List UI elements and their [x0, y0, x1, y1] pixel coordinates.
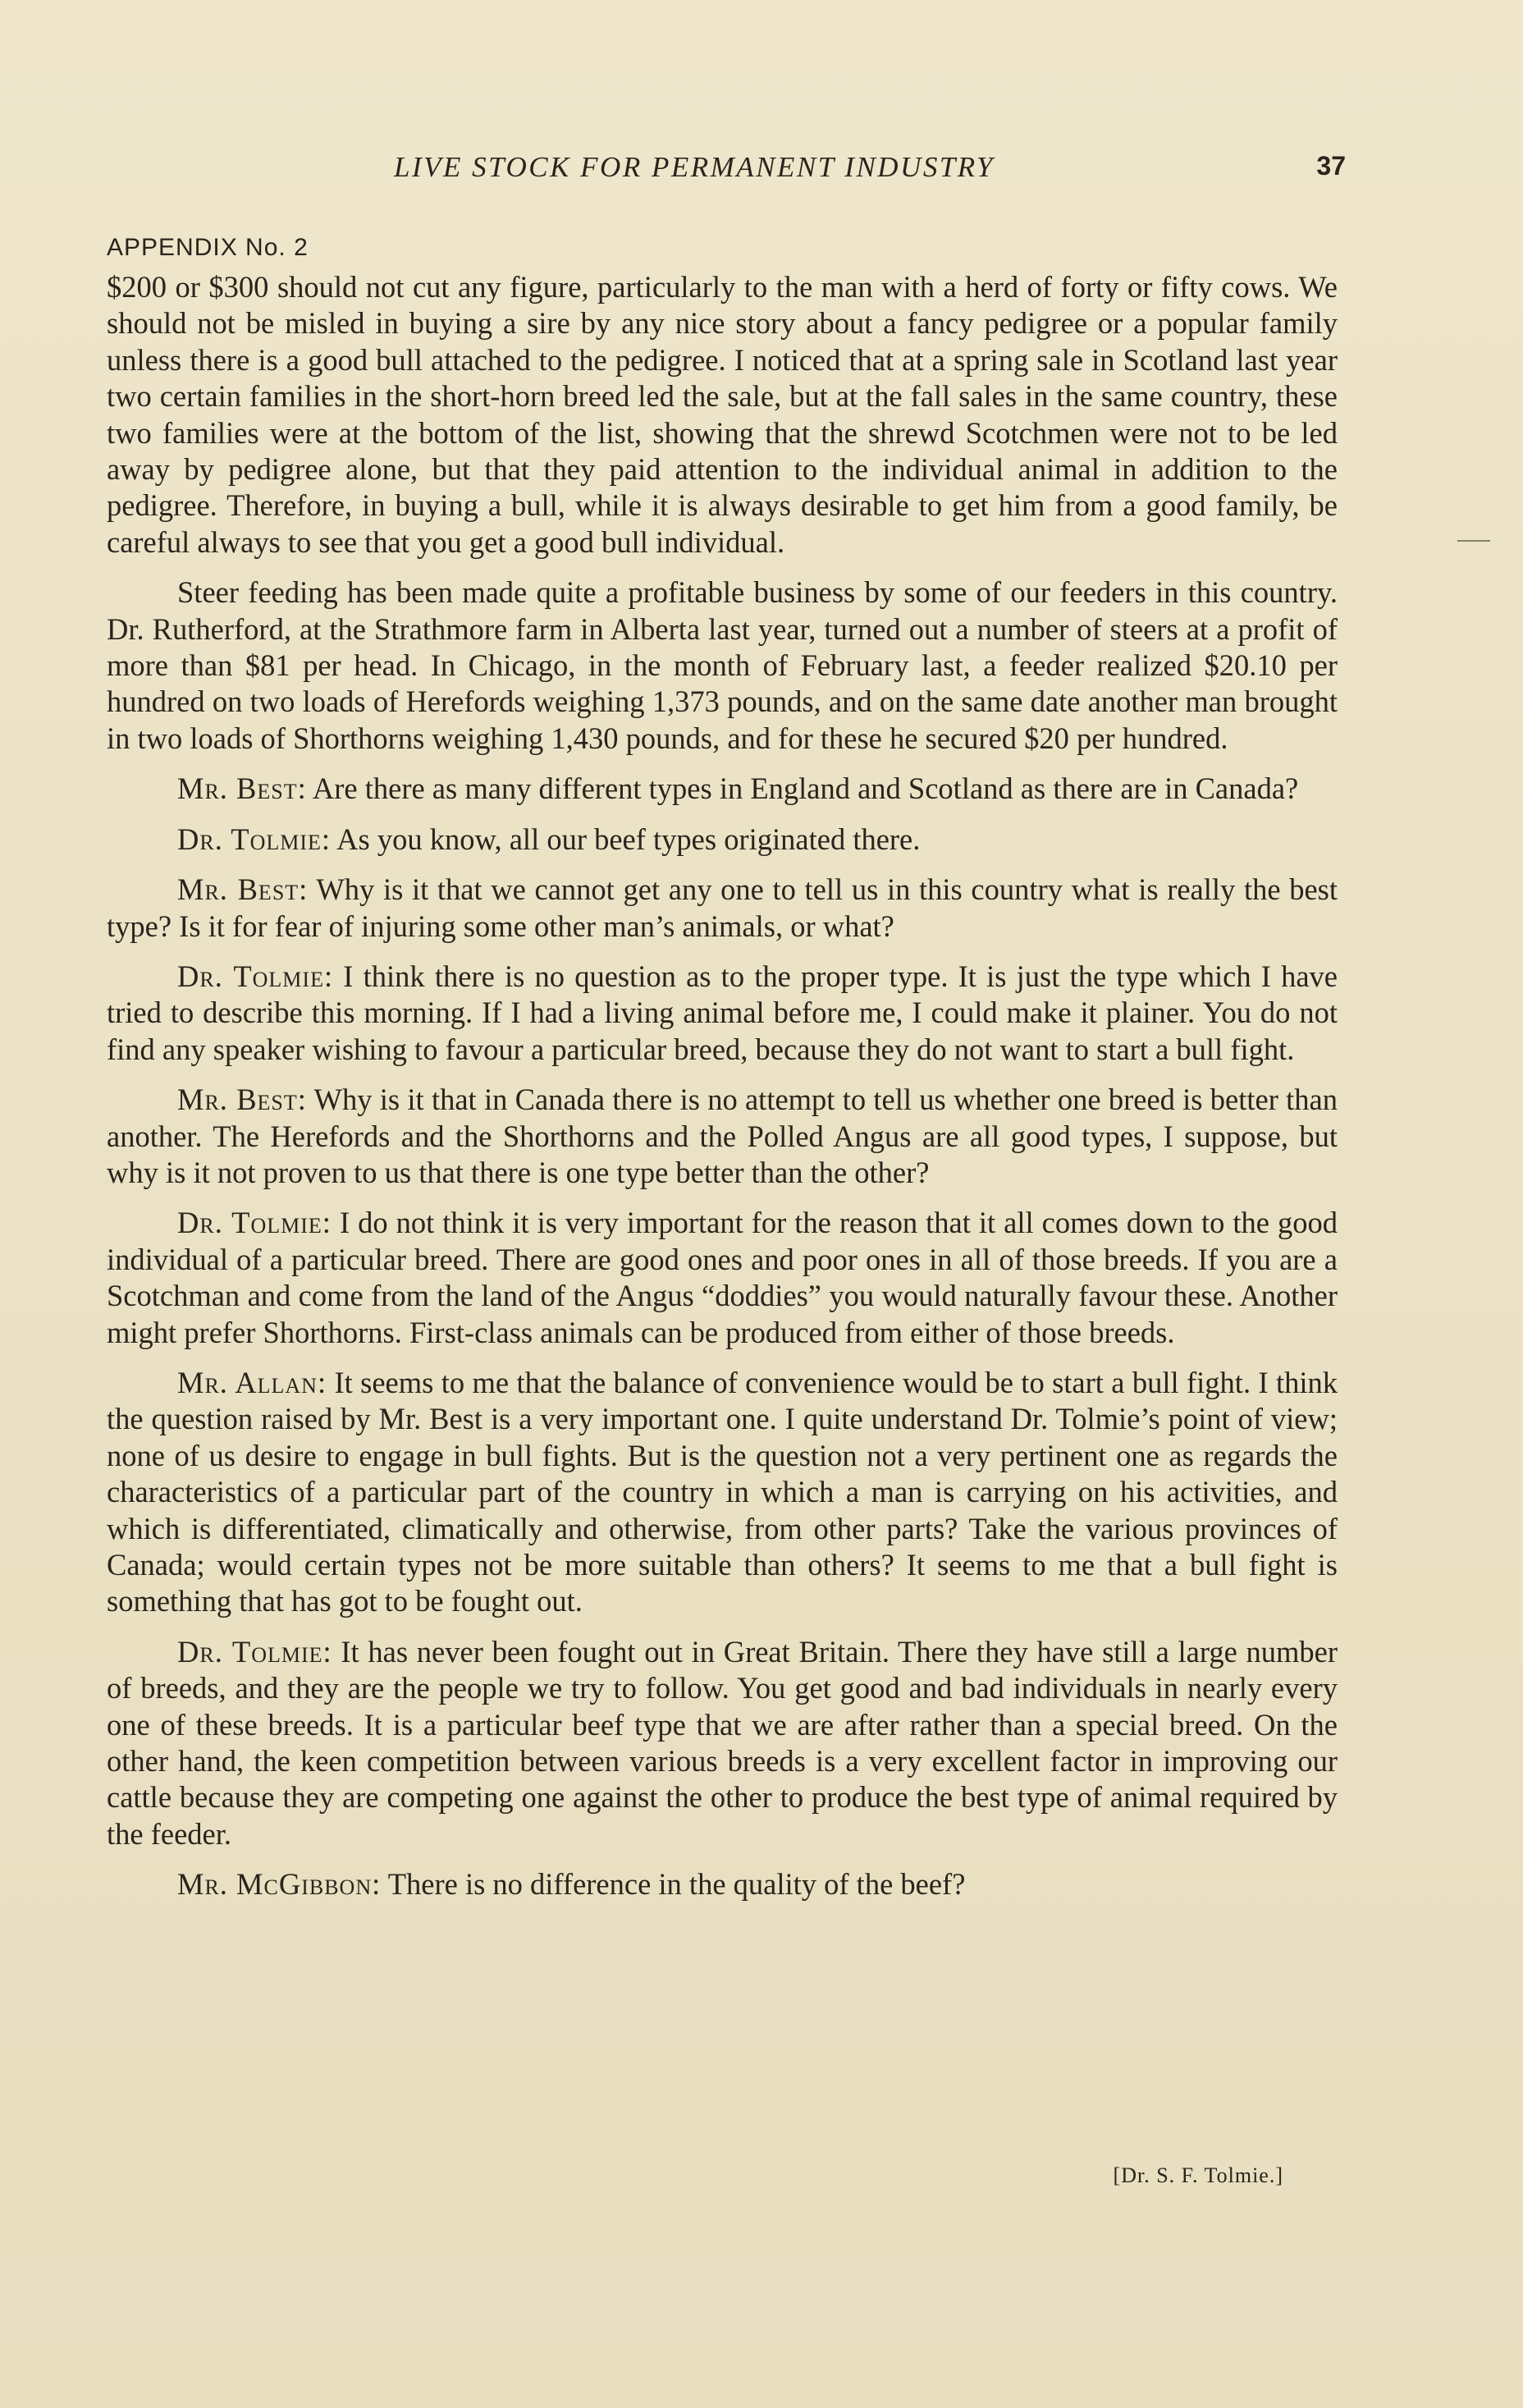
- paragraph-text: I do not think it is very important for the reason that it all comes down to the good individual of a particular breed. There are good ones and poor ones in all of those breeds. If you are a Scotchman and come from the land of the Angus “doddies” you would naturally favour these. Another might prefer Shorthorns. First-class animals can be produced from either of those breeds.: [107, 1206, 1338, 1349]
- paragraph-10: [107, 1634, 1338, 1852]
- paragraph-8: [107, 1205, 1338, 1351]
- paragraph-text: I think there is no question as to the proper type. It is just the type which I have tried to describe this morning. If I had a living animal before me, I could make it plainer. You do not find any speaker wishing to favour a particular breed, because they do not want to start a bull fight.: [107, 959, 1338, 1066]
- body-text: [107, 269, 1338, 1917]
- paragraph-text: It seems to me that the balance of convenience would be to start a bull fight. I think the question raised by Mr. Best is a very important one. I quite understand Dr. Tolmie’s point of view; none of us desire to engage in bull fights. But is the question not a very pertinent one as regards the characteristics of a particular part of the country in which a man is carrying on his activities, and which is differentiated, climatically and otherwise, from other parts? Take the various provinces of Canada; would certain types not be more suitable than others? It seems to me that a bull fight is something that has got to be fought out.: [107, 1365, 1338, 1618]
- paragraph-text: Are there as many different types in England and Scotland as there are in Canada?: [312, 771, 1299, 806]
- speaker-name: Mr. Allan:: [177, 1365, 327, 1399]
- page-number: 37: [1316, 151, 1346, 181]
- paragraph-text: Why is it that in Canada there is no attempt to tell us whether one breed is better than another. The Herefords and the Shorthorns and the Polled Angus are all good types, I suppose, but why is it not proven to us that there is one type better than the other?: [107, 1083, 1338, 1189]
- paragraph-3: [107, 771, 1338, 807]
- paragraph-1: [107, 269, 1338, 561]
- speaker-attribution: [Dr. S. F. Tolmie.]: [1113, 2163, 1283, 2187]
- paragraph-text: It has never been fought out in Great Britain. There they have still a large number of breeds, and they are the people we try to follow. You get good and bad individuals in nearly every one of these breeds. It is a particular beef type that we are after rather than a special breed. On the other hand, the keen competition between various breeds is a very excellent factor in improving our cattle because they are competing one against the other to produce the best type of animal required by the feeder.: [107, 1634, 1338, 1851]
- speaker-name: Dr. Tolmie:: [177, 822, 332, 856]
- paragraph-6: [107, 959, 1338, 1068]
- speaker-name: Dr. Tolmie:: [177, 959, 334, 993]
- paragraph-7: [107, 1082, 1338, 1191]
- speaker-name: Mr. Best:: [177, 1083, 307, 1117]
- paragraph-text: As you know, all our beef types originated there.: [336, 822, 921, 856]
- speaker-name: Mr. Best:: [177, 771, 307, 806]
- paragraph-text: $200 or $300 should not cut any figure, particularly to the man with a herd of forty or fifty cows. We should not be misled in buying a sire by any nice story about a fancy pedigree or a popular family unless there is a good bull attached to the pedigree. I noticed that at a spring sale in Scotland last year two certain families in the short-horn breed led the sale, but at the fall sales in the same country, these two families were at the bottom of the list, showing that the shrewd Scotchmen were not to be led away by pedigree alone, but that they paid attention to the individual animal in addition to the pedigree. Therefore, in buying a bull, while it is always desirable to get him from a good family, be careful always to see that you get a good bull individual.: [107, 270, 1338, 559]
- margin-mark: [1457, 540, 1490, 542]
- paragraph-2: [107, 575, 1338, 757]
- paragraph-11: [107, 1866, 1338, 1902]
- paragraph-4: [107, 822, 1338, 858]
- speaker-name: Mr. Best:: [177, 872, 309, 907]
- running-head: [115, 151, 1346, 192]
- paragraph-text: Steer feeding has been made quite a profitable business by some of our feeders in this country. Dr. Rutherford, at the Strathmore farm in Alberta last year, turned out a number of steers at a profit of more than $81 per head. In Chicago, in the month of February last, a feeder realized $20.10 per hundred on two loads of Herefords weighing 1,373 pounds, and on the same date another man brought in two loads of Shorthorns weighing 1,430 pounds, and for these he secured $20 per hundred.: [107, 575, 1338, 755]
- paragraph-5: [107, 872, 1338, 945]
- speaker-name: Mr. McGibbon:: [177, 1867, 382, 1902]
- speaker-name: Dr. Tolmie:: [177, 1634, 332, 1669]
- paragraph-9: [107, 1365, 1338, 1620]
- paragraph-text: Why is it that we cannot get any one to tell us in this country what is really the best type? Is it for fear of injuring some other man’s animals, or what?: [107, 872, 1338, 943]
- paragraph-text: There is no difference in the quality of the beef?: [387, 1867, 966, 1902]
- running-title: LIVE STOCK FOR PERMANENT INDUSTRY: [394, 151, 995, 183]
- appendix-label: APPENDIX No. 2: [107, 234, 309, 261]
- speaker-name: Dr. Tolmie:: [177, 1206, 332, 1240]
